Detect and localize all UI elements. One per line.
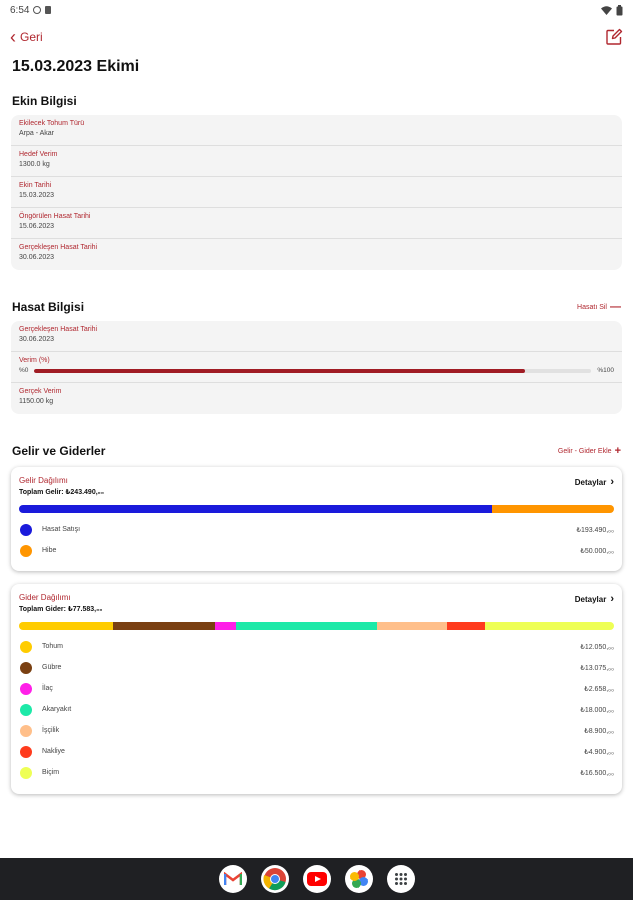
- legend-dot-icon: [20, 725, 32, 737]
- nav-bar: [0, 24, 633, 50]
- delete-harvest-button[interactable]: [577, 302, 621, 313]
- gider-legend-row: [19, 636, 614, 657]
- legend-dot-icon: [20, 641, 32, 653]
- chrome-icon[interactable]: [261, 865, 289, 893]
- back-label: Geri: [20, 30, 43, 44]
- gider-item-value: ₺8.900,₀₀: [584, 727, 614, 735]
- youtube-icon[interactable]: [303, 865, 331, 893]
- legend-dot-icon: [20, 524, 32, 536]
- verim-progress-bar: [34, 369, 591, 373]
- ekin-row: [11, 208, 622, 239]
- expense-total: Toplam Gider: ₺77.583,₀₀: [19, 606, 103, 613]
- ekin-section-title: Ekin Bilgisi: [12, 94, 77, 108]
- gelir-legend-row: [19, 540, 614, 561]
- gider-item-name: Tohum: [42, 643, 64, 650]
- app-drawer-icon[interactable]: [387, 865, 415, 893]
- legend-dot-icon: [20, 683, 32, 695]
- verim-label: Verim (%): [19, 357, 50, 364]
- back-button[interactable]: [10, 28, 43, 46]
- chevron-right-icon: ›: [610, 476, 614, 488]
- ekin-card: [11, 115, 622, 270]
- hasat-card: [11, 321, 622, 414]
- minus-icon: —: [610, 301, 621, 313]
- expense-legend: [19, 636, 614, 783]
- ekin-row: [11, 115, 622, 146]
- legend-dot-icon: [20, 704, 32, 716]
- income-title: Gelir Dağılımı: [19, 476, 68, 485]
- ekin-row-value: 15.03.2023: [19, 192, 55, 199]
- actual-yield-row: [11, 383, 622, 414]
- gider-bar-segment: [113, 622, 215, 630]
- gider-item-name: İşçilik: [42, 727, 60, 734]
- gider-legend-row: [19, 657, 614, 678]
- gider-legend-row: [19, 678, 614, 699]
- chevron-left-icon: ‹: [10, 27, 16, 47]
- expense-details-button[interactable]: [575, 593, 614, 605]
- gider-item-name: Akaryakıt: [42, 706, 72, 713]
- gider-legend-row: [19, 741, 614, 762]
- ekin-row-label: Gerçekleşen Hasat Tarihi: [19, 244, 98, 251]
- ekin-row-label: Ekilecek Tohum Türü: [19, 120, 85, 127]
- income-details-button[interactable]: [575, 476, 614, 488]
- edit-icon[interactable]: [605, 28, 623, 46]
- gider-bar-segment: [447, 622, 485, 630]
- gider-legend-row: [19, 699, 614, 720]
- hasat-section-title: Hasat Bilgisi: [12, 300, 85, 314]
- add-income-expense-button[interactable]: [558, 446, 621, 457]
- status-bar: [0, 0, 633, 20]
- hasat-date-label: Gerçekleşen Hasat Tarihi: [19, 326, 98, 333]
- income-stacked-bar: [19, 505, 614, 513]
- gider-item-value: ₺4.900,₀₀: [584, 748, 614, 756]
- battery-icon: [616, 5, 623, 16]
- income-total: Toplam Gelir: ₺243.490,₀₀: [19, 489, 104, 496]
- gider-bar-segment: [236, 622, 377, 630]
- gider-item-name: Gübre: [42, 664, 62, 671]
- legend-dot-icon: [20, 545, 32, 557]
- expense-distribution-card: [11, 584, 622, 794]
- income-details-label: Detaylar: [574, 477, 607, 487]
- ekin-row: [11, 177, 622, 208]
- gider-item-name: Biçim: [42, 769, 60, 776]
- ekin-row-label: Hedef Verim: [19, 151, 58, 158]
- gelir-item-name: Hibe: [42, 547, 57, 554]
- ekin-row-value: 15.06.2023: [19, 223, 55, 230]
- income-legend: [19, 519, 614, 561]
- photos-icon[interactable]: [345, 865, 373, 893]
- taskbar: [0, 858, 633, 900]
- expense-title: Gider Dağılımı: [19, 593, 71, 602]
- gider-item-value: ₺13.075,₀₀: [580, 664, 614, 672]
- income-distribution-card: [11, 467, 622, 571]
- expense-stacked-bar: [19, 622, 614, 630]
- ekin-row-value: 30.06.2023: [19, 254, 55, 261]
- gelir-item-value: ₺193.490,₀₀: [576, 526, 614, 534]
- gider-item-value: ₺2.658,₀₀: [584, 685, 614, 693]
- sim-icon: [45, 6, 51, 14]
- ekin-row-value: 1300.0 kg: [19, 161, 50, 168]
- legend-dot-icon: [20, 662, 32, 674]
- ekin-row: [11, 239, 622, 270]
- delete-harvest-label: Hasatı Sil: [577, 304, 607, 311]
- add-income-expense-label: Gelir - Gider Ekle: [557, 448, 612, 455]
- legend-dot-icon: [20, 746, 32, 758]
- hasat-date-row: [11, 321, 622, 352]
- gider-item-name: İlaç: [42, 685, 53, 692]
- legend-dot-icon: [20, 767, 32, 779]
- ekin-row-value: Arpa - Akar: [19, 130, 55, 137]
- expense-details-label: Detaylar: [574, 594, 607, 604]
- verim-max: %100: [597, 367, 614, 374]
- ekin-row-label: Öngörülen Hasat Tarihi: [19, 213, 91, 220]
- page-title: 15.03.2023 Ekimi: [12, 58, 140, 75]
- gelir-item-name: Hasat Satışı: [42, 526, 81, 533]
- gider-legend-row: [19, 720, 614, 741]
- wifi-icon: [601, 6, 612, 15]
- gider-bar-segment: [377, 622, 447, 630]
- plus-icon: +: [614, 445, 621, 457]
- gelir-bar-segment: [492, 505, 614, 513]
- verim-progress-fill: [34, 369, 524, 373]
- gider-bar-segment: [19, 622, 113, 630]
- gider-item-value: ₺12.050,₀₀: [580, 643, 614, 651]
- gelir-legend-row: [19, 519, 614, 540]
- gelir-item-value: ₺50.000,₀₀: [580, 547, 614, 555]
- actual-yield-value: 1150.00 kg: [19, 398, 54, 405]
- gmail-icon[interactable]: [219, 865, 247, 893]
- gider-item-value: ₺18.000,₀₀: [580, 706, 614, 714]
- notification-icon: [33, 6, 41, 14]
- gider-item-value: ₺16.500,₀₀: [580, 769, 614, 777]
- verim-min: %0: [19, 367, 29, 374]
- hasat-date-value: 30.06.2023: [19, 336, 55, 343]
- ekin-row-label: Ekin Tarihi: [19, 182, 52, 189]
- ekin-row: [11, 146, 622, 177]
- actual-yield-label: Gerçek Verim: [19, 388, 62, 395]
- verim-row: [11, 352, 622, 383]
- status-time: 6:54: [10, 4, 30, 16]
- gider-legend-row: [19, 762, 614, 783]
- gelir-gider-section-title: Gelir ve Giderler: [12, 444, 106, 458]
- gelir-bar-segment: [19, 505, 492, 513]
- gider-bar-segment: [485, 622, 614, 630]
- gider-bar-segment: [215, 622, 236, 630]
- chevron-right-icon: ›: [610, 593, 614, 605]
- gider-item-name: Nakliye: [42, 748, 65, 755]
